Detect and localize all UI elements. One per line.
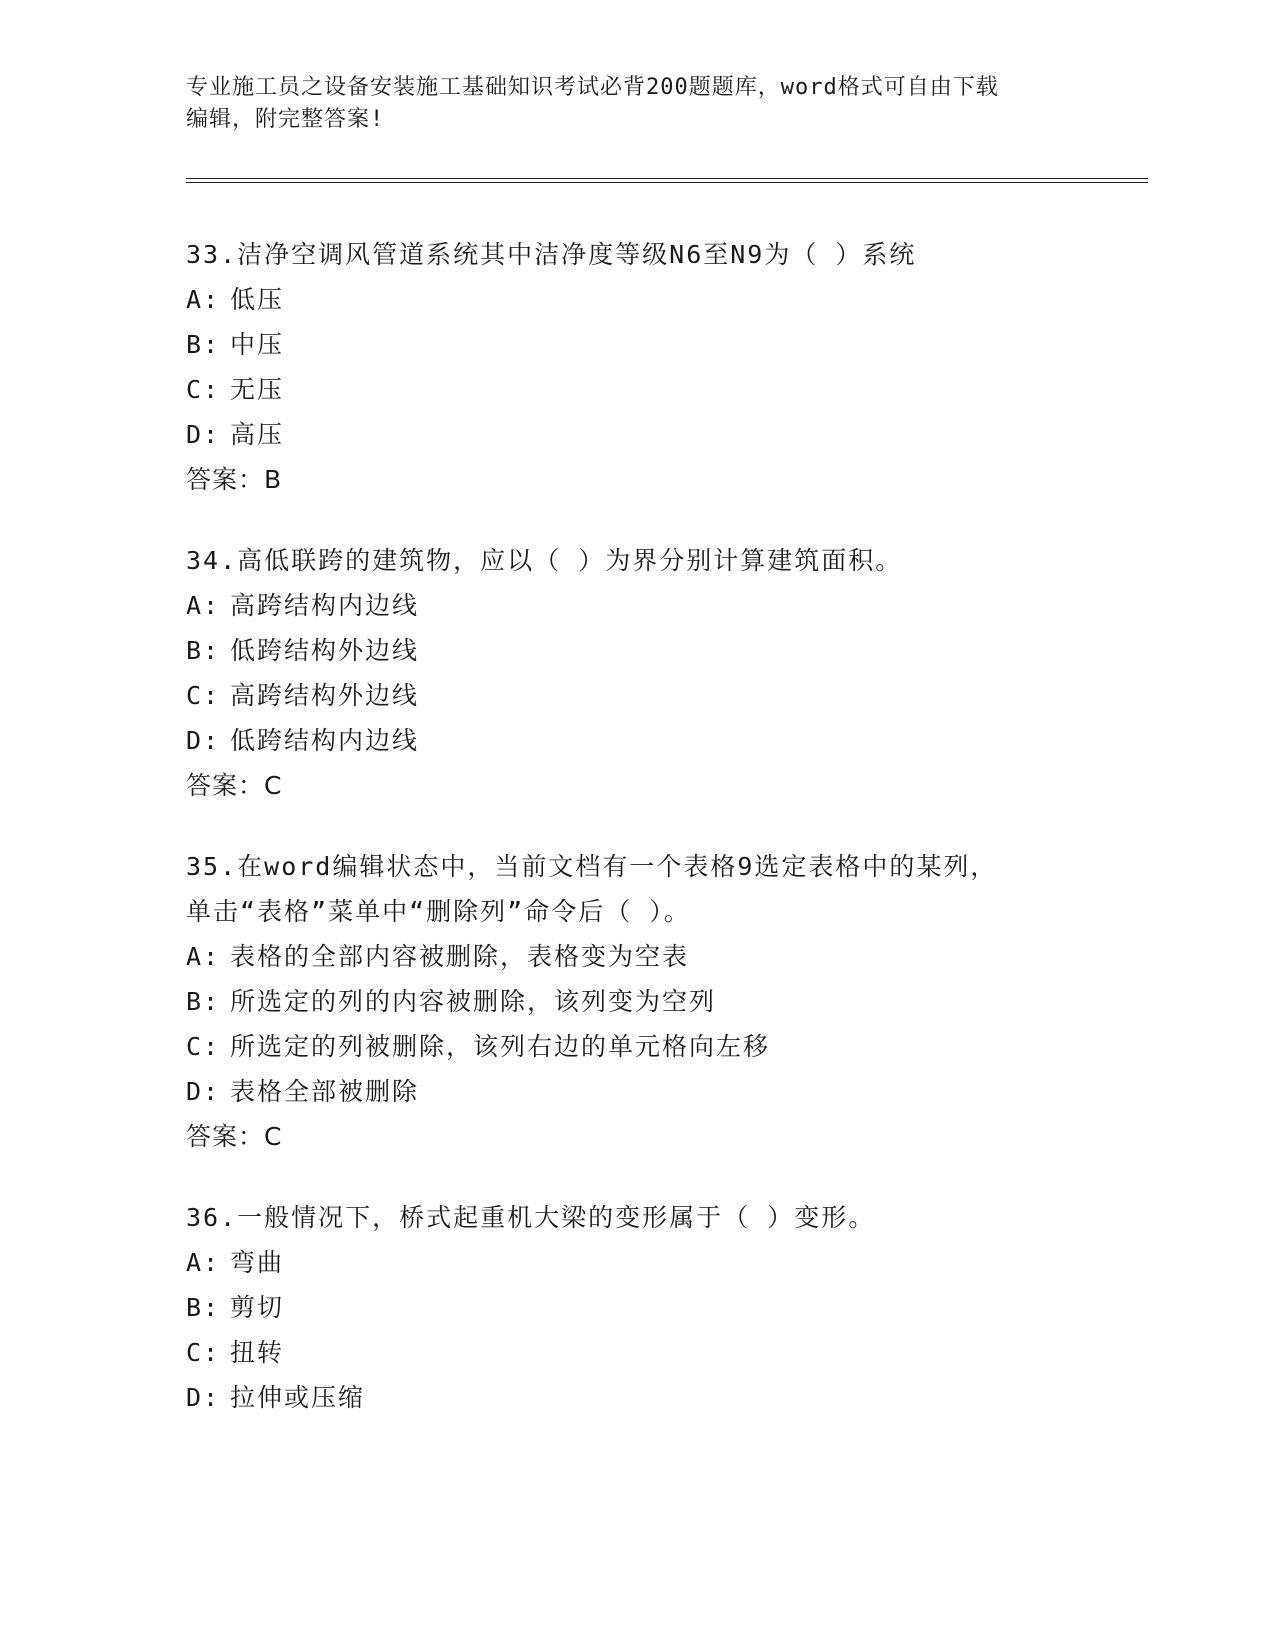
answer-label: 答案：C: [186, 771, 283, 800]
question-title: 34.高低联跨的建筑物，应以（ ）为界分别计算建筑面积。: [186, 546, 903, 575]
option-key: B:: [186, 330, 221, 359]
option-key: A:: [186, 1248, 221, 1277]
option-text: 低压: [230, 285, 285, 314]
question-33: [186, 232, 1146, 502]
option-a: [186, 934, 1146, 979]
option-key: B:: [186, 1293, 221, 1322]
option-b: [186, 979, 1146, 1024]
option-c: [186, 1024, 1146, 1069]
option-text: 表格全部被删除: [230, 1077, 420, 1106]
option-d: [186, 718, 1146, 763]
answer-label: 答案：C: [186, 1122, 283, 1151]
option-d: [186, 1069, 1146, 1114]
answer-label: 答案：B: [186, 465, 283, 494]
option-d: [186, 1375, 1146, 1420]
option-text: 无压: [230, 375, 285, 404]
option-key: C:: [186, 375, 221, 404]
option-key: B:: [186, 636, 221, 665]
option-key: A:: [186, 285, 221, 314]
question-title: 36.一般情况下，桥式起重机大梁的变形属于（ ）变形。: [186, 1203, 876, 1232]
option-text: 高跨结构内边线: [230, 591, 420, 620]
option-b: [186, 628, 1146, 673]
option-text: 低跨结构内边线: [230, 726, 420, 755]
option-text: 高压: [230, 420, 285, 449]
option-text: 拉伸或压缩: [230, 1383, 366, 1412]
question-list: [186, 232, 1146, 1456]
option-d: [186, 412, 1146, 457]
question-title: 33.洁净空调风管道系统其中洁净度等级N6至N9为（ ）系统: [186, 240, 917, 269]
option-b: [186, 1285, 1146, 1330]
option-text: 高跨结构外边线: [230, 681, 420, 710]
option-c: [186, 673, 1146, 718]
option-a: [186, 277, 1146, 322]
option-key: C:: [186, 681, 221, 710]
question-36: [186, 1195, 1146, 1420]
option-text: 表格的全部内容被删除，表格变为空表: [230, 942, 690, 971]
option-key: D:: [186, 1077, 221, 1106]
question-34: [186, 538, 1146, 808]
question-35: [186, 844, 1146, 1159]
question-title-line-2: 单击“表格”菜单中“删除列”命令后（ ）。: [186, 897, 691, 926]
option-key: C:: [186, 1032, 221, 1061]
option-key: D:: [186, 726, 221, 755]
header-title-line-2: 编辑，附完整答案!: [186, 107, 385, 132]
option-text: 扭转: [230, 1338, 285, 1367]
option-c: [186, 367, 1146, 412]
question-title-line-1: 35.在word编辑状态中，当前文档有一个表格9选定表格中的某列，: [186, 852, 998, 881]
option-key: A:: [186, 591, 221, 620]
option-text: 低跨结构外边线: [230, 636, 420, 665]
option-text: 所选定的列的内容被删除，该列变为空列: [230, 987, 717, 1016]
option-key: B:: [186, 987, 221, 1016]
option-text: 剪切: [230, 1293, 285, 1322]
option-key: C:: [186, 1338, 221, 1367]
header-divider: [186, 178, 1148, 183]
option-a: [186, 1240, 1146, 1285]
option-c: [186, 1330, 1146, 1375]
option-text: 中压: [230, 330, 285, 359]
option-text: 弯曲: [230, 1248, 285, 1277]
option-key: D:: [186, 1383, 221, 1412]
option-text: 所选定的列被删除，该列右边的单元格向左移: [230, 1032, 771, 1061]
option-key: A:: [186, 942, 221, 971]
document-header: [186, 72, 1086, 136]
header-title-line-1: 专业施工员之设备安装施工基础知识考试必背200题题库，word格式可自由下载: [186, 75, 999, 100]
option-a: [186, 583, 1146, 628]
option-b: [186, 322, 1146, 367]
option-key: D:: [186, 420, 221, 449]
